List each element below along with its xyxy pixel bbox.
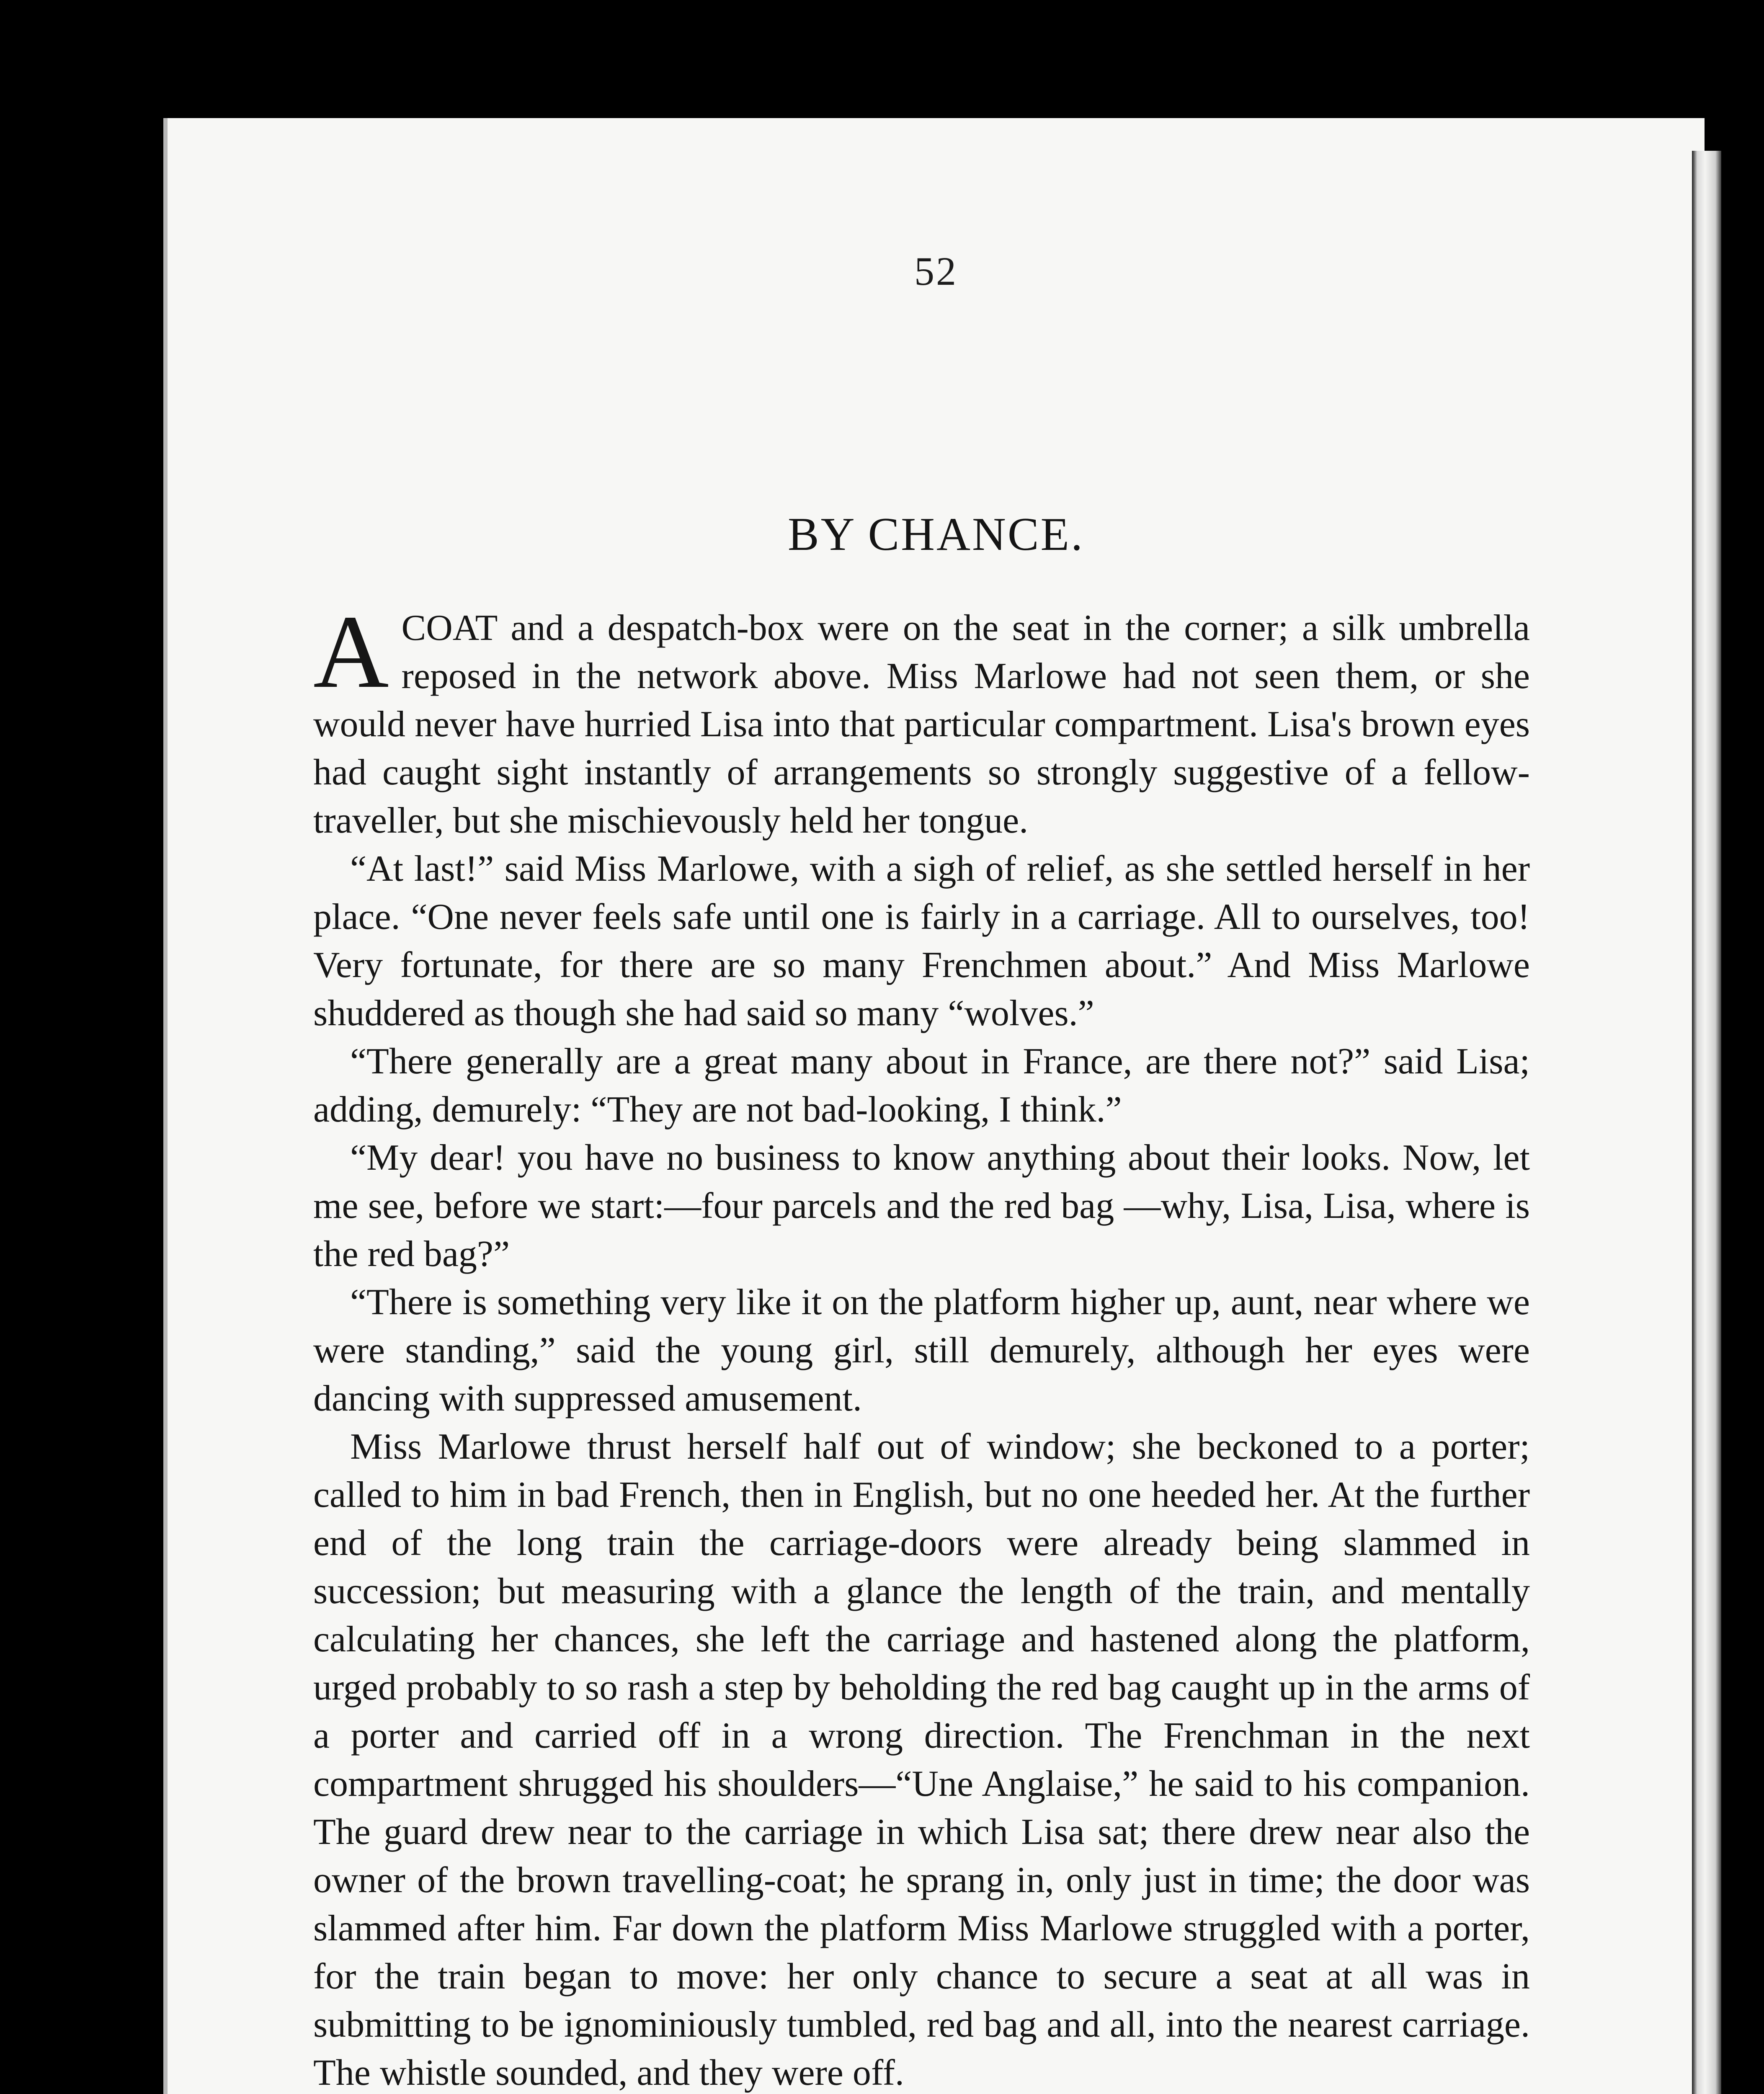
paragraph-5: “There is something very like it on the platform higher up, aunt, near where we were standing,” said the young girl, still demurely, although her eyes were dancing with suppressed amusement. [313,1282,1530,1419]
paragraph-2: “At last!” said Miss Marlowe, with a sigh of relief, as she settled herself in her place. “One never feels safe until one is fairly in a carriage. All to ourselves, too! Very fortunate, for there are so many Frenchmen about.” And Miss Marlowe shuddered as though she had said so many “wolves.” [313,848,1530,1034]
page-edge-shadow [1692,151,1721,2094]
paragraph-4: “My dear! you have no business to know anything about their looks. Now, let me see, before we start:—four parcels and the red bag —why, Lisa, Lisa, where is the red bag?” [313,1137,1530,1274]
drop-cap: A [313,594,389,710]
paragraph-1 [313,594,1530,845]
book-page [163,118,1705,2094]
paragraph-text: COAT and a despatch-box were on the seat in the corner; a silk umbrella reposed in the network above. Miss Marlowe had not seen them, or she would never have hurried Lisa into that particular compartment. Lisa's brown eyes had caught sight instantly of arrangements so strongly suggestive of a fellow-traveller, but she mischievously held her tongue. [313,608,1530,841]
page-number: 52 [914,249,958,294]
chapter-title: BY CHANCE. [788,508,1084,560]
paragraph-3: “There generally are a great many about in France, are there not?” said Lisa; adding, demurely: “They are not bad-looking, I think.” [313,1041,1530,1130]
paragraph-6: Miss Marlowe thrust herself half out of window; she beckoned to a porter; called to him in bad French, then in English, but no one heeded her. At the further end of the long train the carriage-doors were already being slammed in succession; but measuring with a glance the length of the train, and mentally calculating her chances, she left the carriage and hastened along the platform, urged probably to so rash a step by beholding the red bag caught up in the arms of a porter and carried off in a wrong direction. The Frenchman in the next compartment shrugged his shoulders—“Une Anglaise,” he said to his companion. The guard drew near to the carriage in which Lisa sat; there drew near also the owner of the brown travelling-coat; he sprang in, only just in time; the door was slammed after him. Far down the platform Miss Marlowe struggled with a porter, for the train began to move: her only chance to secure a seat at all was in submitting to be ignominiously tumbled, red bag and all, into the nearest carriage. The whistle sounded, and they were off. [313,1426,1530,2093]
story-text [313,594,1530,2094]
